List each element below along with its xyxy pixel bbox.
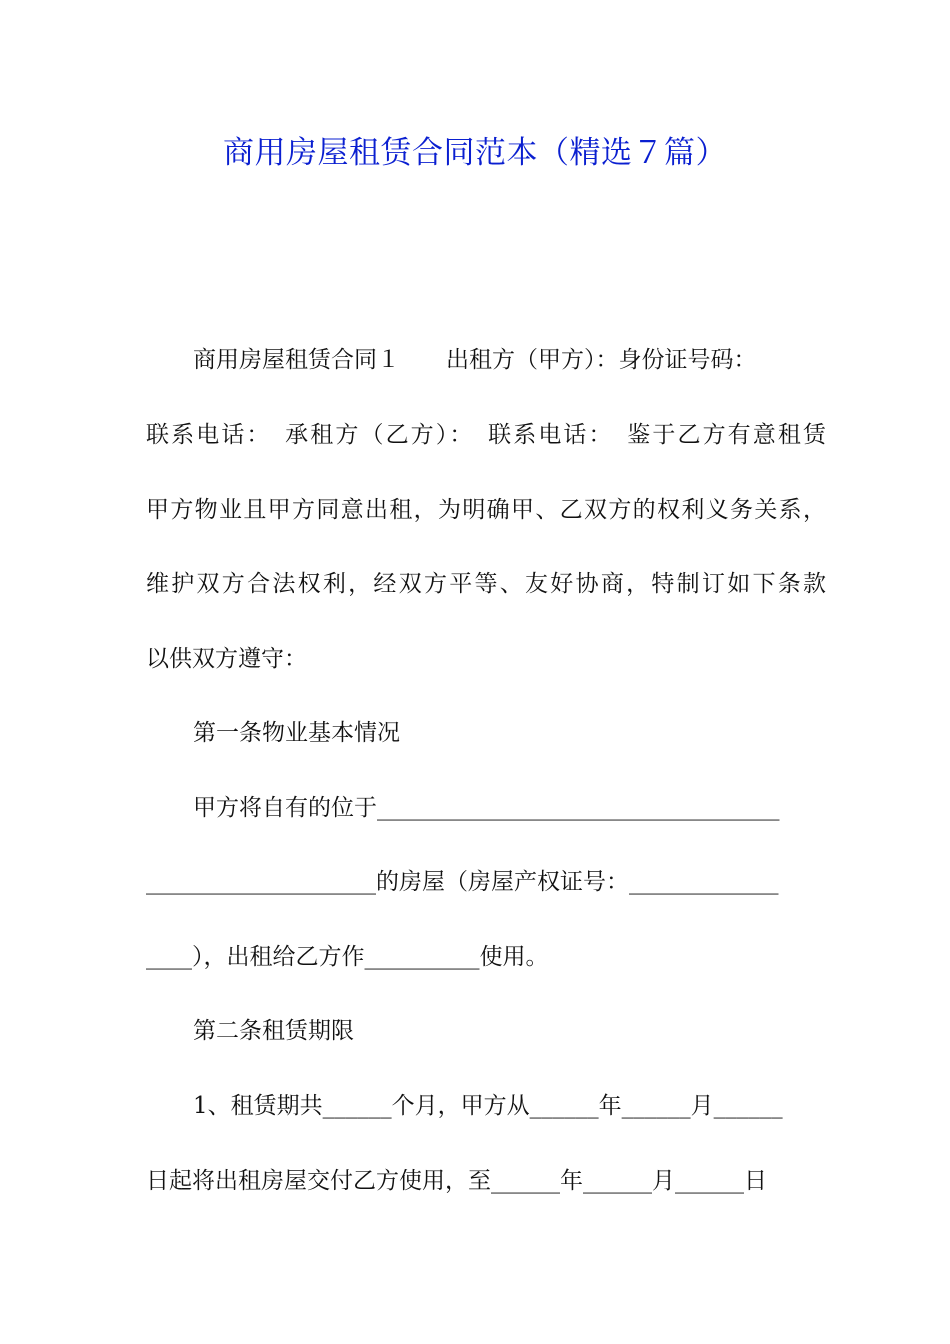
paragraph-line: 商用房屋租赁合同１ 出租方（甲方）：身份证号码： xyxy=(193,347,757,373)
section-heading: 第二条租赁期限 xyxy=(193,1018,354,1044)
paragraph-line: 1、租赁期共______个月，甲方从______年______月______ xyxy=(193,1093,783,1119)
paragraph-line: 联系电话： 承租方（乙方）： 联系电话： 鉴于乙方有意租赁 xyxy=(146,422,826,448)
paragraph-line: ____），出租给乙方作__________使用。 xyxy=(146,944,549,970)
paragraph-line: 日起将出租房屋交付乙方使用，至______年______月______日 xyxy=(146,1168,767,1194)
paragraph-line: 维护双方合法权利，经双方平等、友好协商，特制订如下条款 xyxy=(146,571,826,597)
paragraph-line: 甲方物业且甲方同意出租，为明确甲、乙双方的权利义务关系， xyxy=(146,497,826,523)
document-title: 商用房屋租赁合同范本（精选７篇） xyxy=(223,135,727,171)
paragraph-line: ____________________的房屋（房屋产权证号：_____________ xyxy=(146,869,779,895)
paragraph-line: 甲方将自有的位于___________________________________ xyxy=(193,795,780,821)
paragraph-line: 以供双方遵守： xyxy=(146,646,307,672)
section-heading: 第一条物业基本情况 xyxy=(193,720,400,746)
